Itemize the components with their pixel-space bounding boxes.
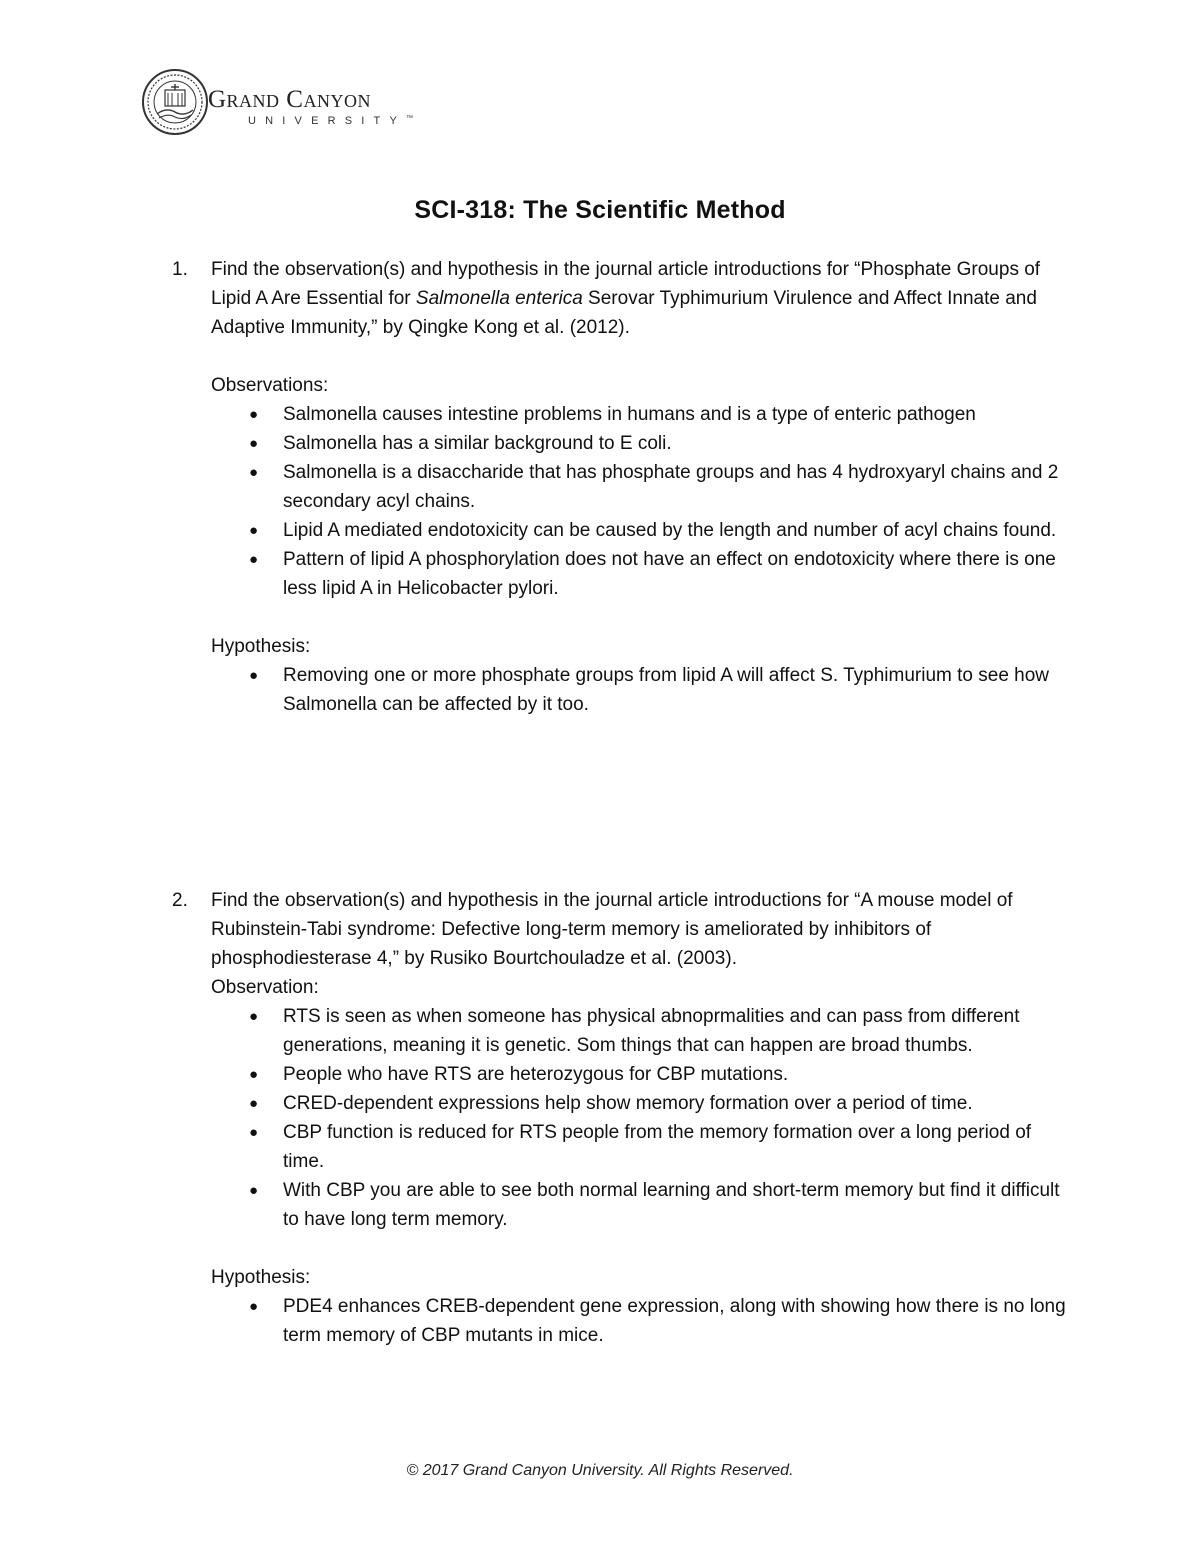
list-item: ● PDE4 enhances CREB-dependent gene expression, along with showing how there is no long term memory of CBP mutants in mice. [172,1292,1072,1350]
bullet-icon: ● [249,522,259,539]
bullet-icon: ● [249,1008,259,1025]
bullet-icon: ● [249,406,259,423]
question-1-number: 1. [172,259,188,280]
list-item: ● Salmonella has a similar background to E coli. [172,429,1072,458]
list-item: ● Pattern of lipid A phosphorylation does not have an effect on endotoxicity where there is one less lipid A in Helicobacter pylori. [172,545,1072,603]
question-1-hypothesis-list [172,661,1072,719]
document-title: SCI-318: The Scientific Method [414,196,786,224]
question-2 [172,886,1072,1350]
question-2-hypothesis-label: Hypothesis: [211,1267,311,1288]
university-logo [141,68,431,138]
list-item: ● Salmonella causes intestine problems in humans and is a type of enteric pathogen [172,400,1072,429]
question-1-prompt: Find the observation(s) and hypothesis in the journal article introductions for “Phosphate Groups of Lipid A Are Essential for Salmonella enterica Serovar Typhimurium Virulence and Affect Innate and Adaptive Immunity,” by Qingke Kong et al. (2012). [211,259,1041,338]
bullet-icon: ● [249,1066,259,1083]
list-item: ● CRED-dependent expressions help show memory formation over a period of time. [172,1089,1072,1118]
question-2-prompt: Find the observation(s) and hypothesis in the journal article introductions for “A mouse model of Rubinstein-Tabi syndrome: Defective long-term memory is ameliorated by inhibitors of phosphodiesterase 4,” by Rusiko Bourtchouladze et al. (2003). [211,890,1013,969]
question-2-observations-list [172,1002,1072,1234]
question-2-observations-label: Observation: [211,977,319,998]
question-2-number: 2. [172,890,188,911]
list-item: ● People who have RTS are heterozygous for CBP mutations. [172,1060,1072,1089]
bullet-icon: ● [249,1182,259,1199]
question-2-hypothesis-list [172,1292,1072,1350]
copyright-footer: © 2017 Grand Canyon University. All Rights Reserved. [406,1462,794,1479]
question-1-observations-label: Observations: [211,375,329,396]
bullet-icon: ● [249,435,259,452]
question-1 [172,255,1072,719]
trademark-mark: ™ [406,115,414,122]
logo-wordmark: Grand Canyon [208,86,371,113]
list-item: ● RTS is seen as when someone has physical abnoprmalities and can pass from different generations, meaning it is genetic. Som things that can happen are broad thumbs. [172,1002,1072,1060]
bullet-icon: ● [249,667,259,684]
bullet-icon: ● [249,464,259,481]
logo-subtitle: UNIVERSITY™ [248,115,414,127]
bullet-icon: ● [249,1298,259,1315]
university-seal-icon [141,68,209,136]
list-item: ● Lipid A mediated endotoxicity can be caused by the length and number of acyl chains found. [172,516,1072,545]
list-item: ● Salmonella is a disaccharide that has phosphate groups and has 4 hydroxyaryl chains and 2 secondary acyl chains. [172,458,1072,516]
bullet-icon: ● [249,1124,259,1141]
bullet-icon: ● [249,551,259,568]
question-1-hypothesis-label: Hypothesis: [211,636,311,657]
list-item: ● CBP function is reduced for RTS people from the memory formation over a long period of time. [172,1118,1072,1176]
question-1-observations-list [172,400,1072,603]
species-name: Salmonella enterica [415,288,583,309]
list-item: ● With CBP you are able to see both normal learning and short-term memory but find it difficult to have long term memory. [172,1176,1072,1234]
bullet-icon: ● [249,1095,259,1112]
list-item: ● Removing one or more phosphate groups from lipid A will affect S. Typhimurium to see how Salmonella can be affected by it too. [172,661,1072,719]
